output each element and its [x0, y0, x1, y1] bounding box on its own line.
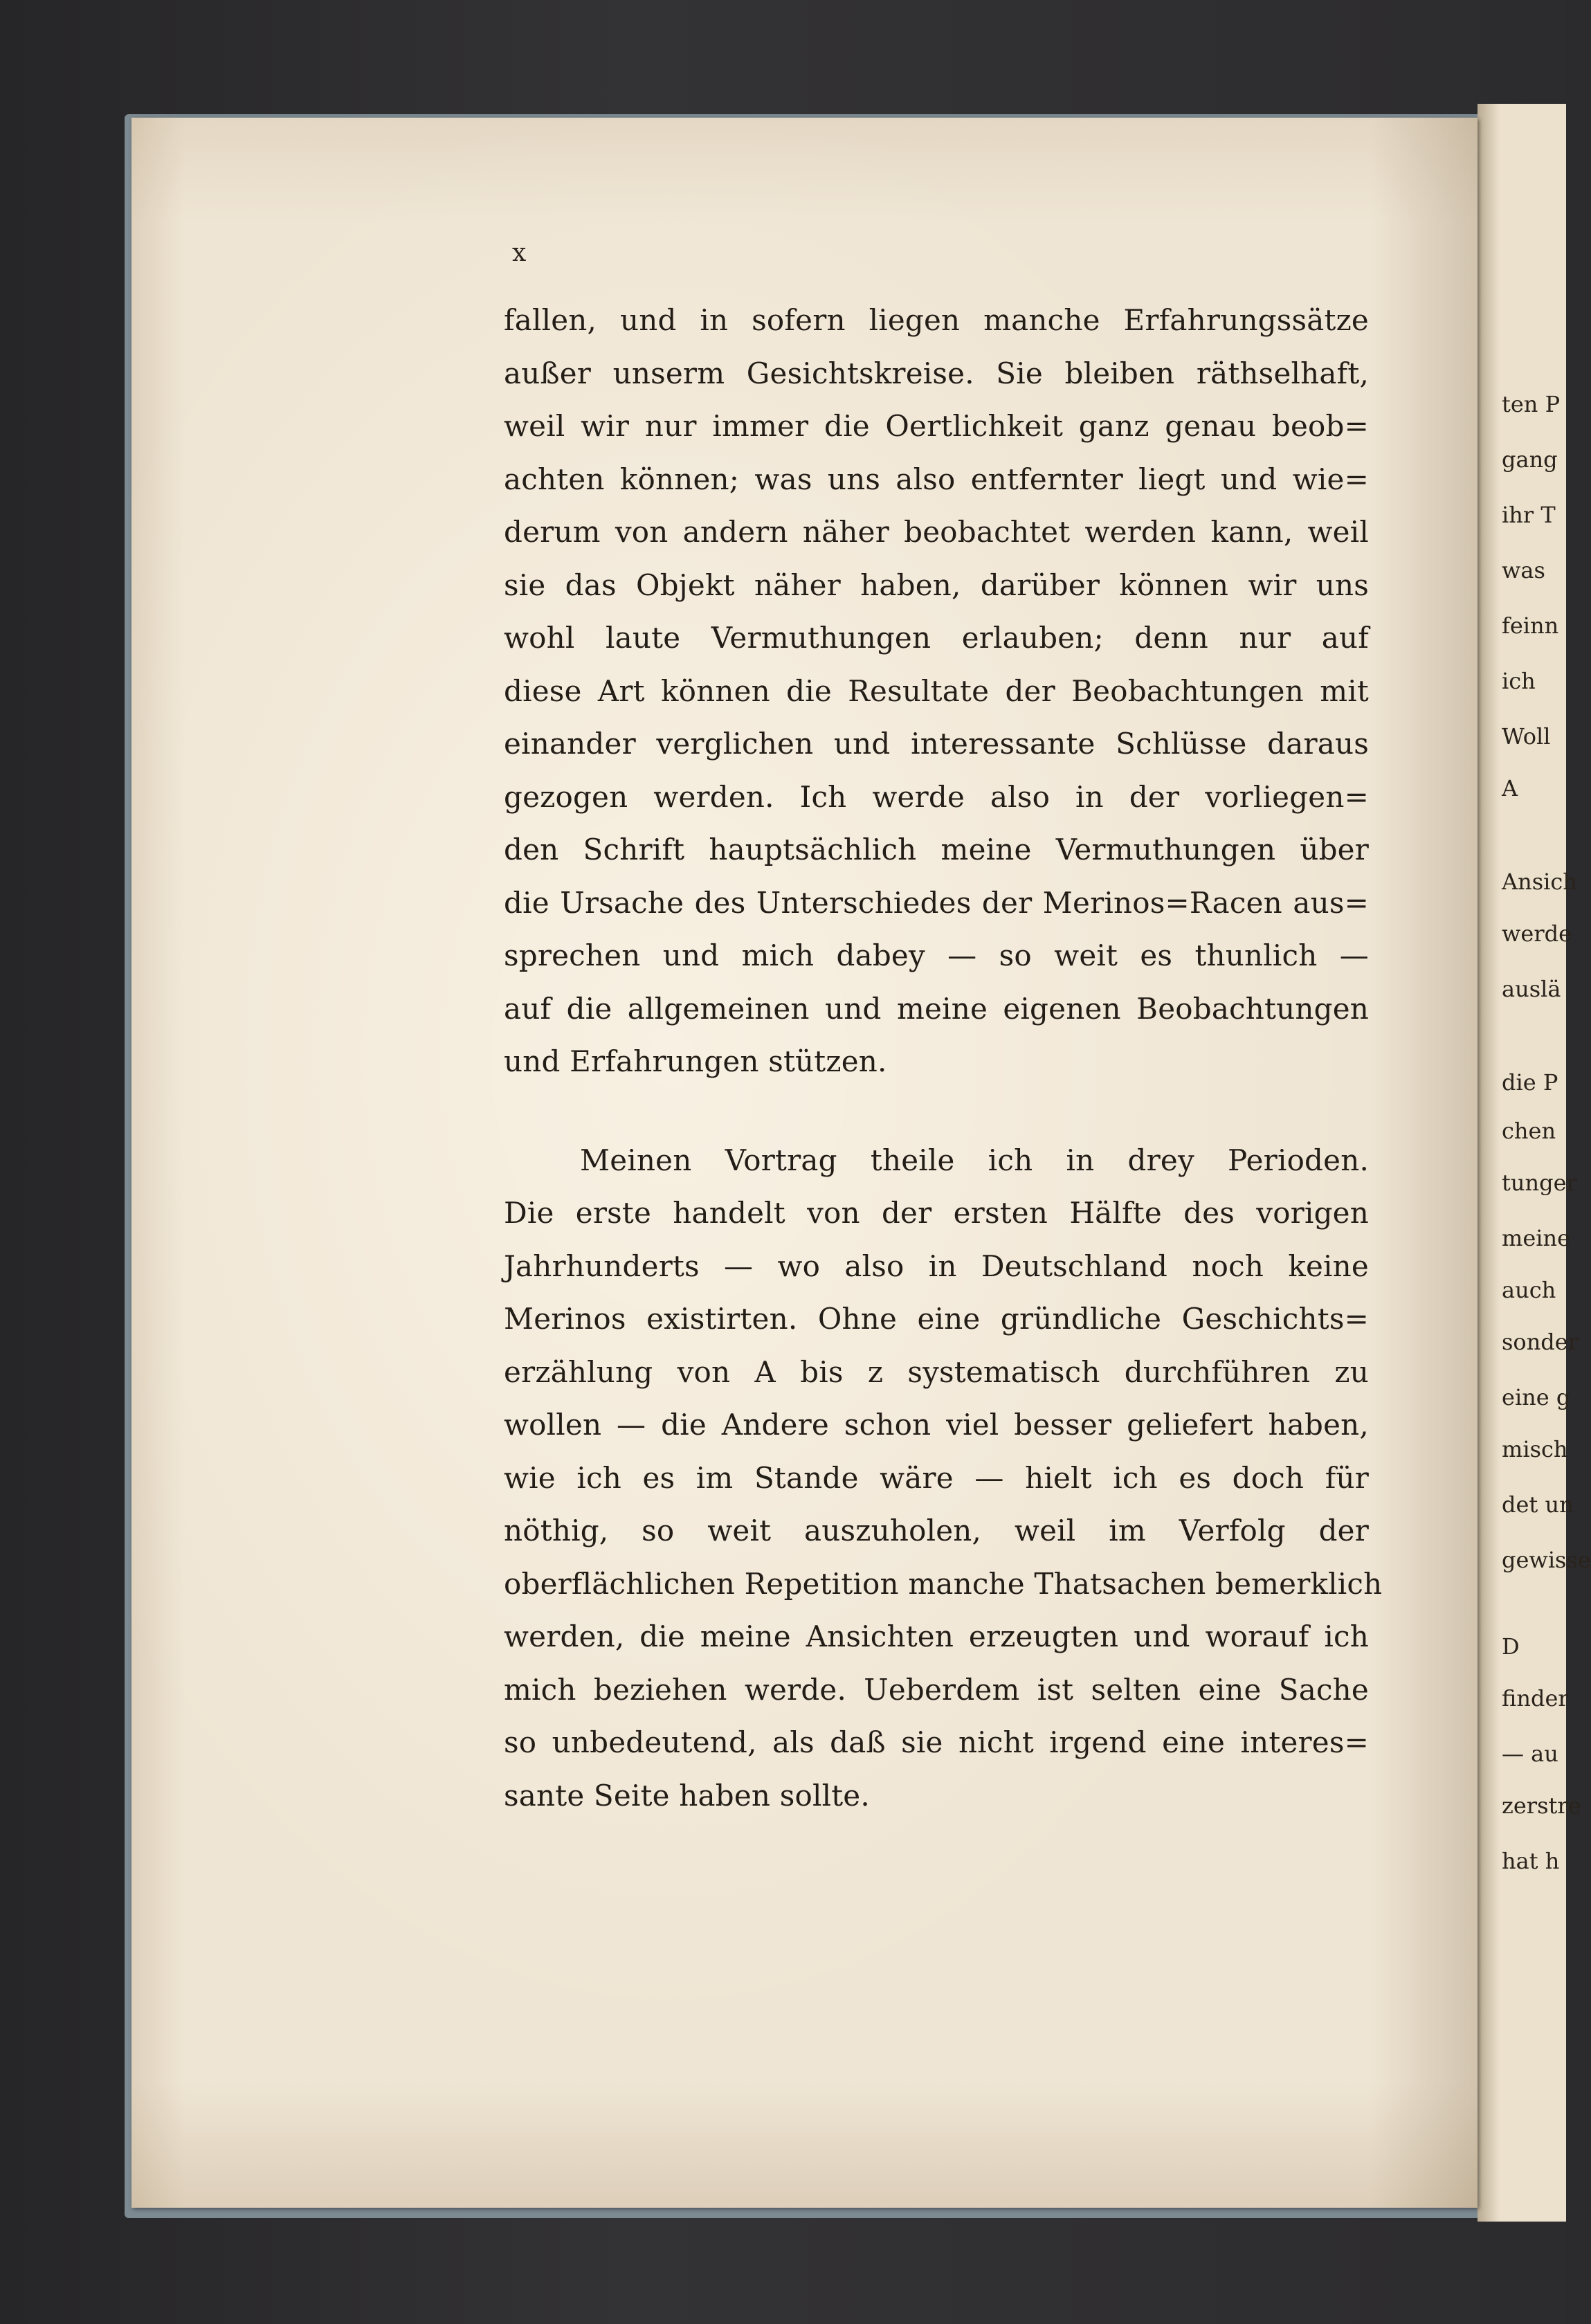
text-line: und Erfahrungen stützen. [504, 1044, 887, 1078]
text-line: Meinen Vortrag theile ich in drey Perioden. [580, 1143, 1369, 1177]
text-line: weil wir nur immer die Oertlichkeit ganz genau beob= [504, 409, 1369, 443]
text-line: nöthig, so weit auszuholen, weil im Verfolg der [504, 1514, 1369, 1547]
facing-page-fragment: zerstre [1502, 1792, 1581, 1819]
paragraph-2 [504, 1134, 1383, 1823]
page-number: x [512, 239, 527, 267]
text-line: den Schrift hauptsächlich meine Vermuthungen über [504, 833, 1369, 866]
text-line: mich beziehen werde. Ueberdem ist selten eine Sache [504, 1672, 1369, 1707]
facing-page-fragment: werde [1502, 920, 1572, 947]
facing-page-fragment: gang [1502, 446, 1558, 473]
text-line: Die erste handelt von der ersten Hälfte des vorigen [504, 1196, 1369, 1230]
facing-page-fragment: misch [1502, 1436, 1568, 1462]
facing-page-fragment: finder [1502, 1685, 1569, 1712]
facing-page-fragment: chen [1502, 1118, 1556, 1144]
text-line: Merinos existirten. Ohne eine gründliche Geschichts= [504, 1302, 1369, 1336]
facing-page-fragment: D [1502, 1633, 1520, 1660]
facing-page-fragment: ten P [1502, 391, 1561, 417]
facing-page-fragment: auslä [1502, 976, 1561, 1002]
facing-page-fragment: meine [1502, 1225, 1571, 1251]
facing-page-fragment: die P [1502, 1069, 1558, 1096]
facing-page-fragment: Woll [1502, 723, 1551, 750]
facing-page-fragment: det un [1502, 1491, 1574, 1518]
text-line: wohl laute Vermuthungen erlauben; denn nur auf [504, 621, 1369, 655]
text-line: werden, die meine Ansichten erzeugten und worauf ich [504, 1619, 1369, 1653]
facing-page-fragment: ihr T [1502, 502, 1556, 528]
facing-page-fragment: A [1502, 775, 1518, 801]
facing-page-fragment: auch [1502, 1277, 1556, 1303]
page-text [504, 294, 1383, 1822]
text-line: oberflächlichen Repetition manche Thatsachen bemerklich [504, 1566, 1383, 1601]
text-line: achten können; was uns also entfernter liegt und wie= [504, 462, 1369, 496]
text-line: erzählung von A bis z systematisch durchführen zu [504, 1354, 1369, 1389]
text-line: diese Art können die Resultate der Beobachtungen mit [504, 673, 1369, 708]
text-line: Jahrhunderts — wo also in Deutschland noch keine [504, 1249, 1369, 1283]
text-line: auf die allgemeinen und meine eigenen Beobachtungen [504, 991, 1369, 1026]
paragraph-1 [504, 294, 1369, 1089]
facing-page-fragment: eine g [1502, 1384, 1571, 1410]
facing-page-edge [1478, 104, 1591, 2222]
facing-page-fragment: gewisse [1502, 1547, 1591, 1573]
facing-page-fragment: sonder [1502, 1329, 1579, 1355]
facing-page-fragment: tunger [1502, 1170, 1577, 1196]
text-line: wollen — die Andere schon viel besser geliefert haben, [504, 1408, 1369, 1442]
text-line: gezogen werden. Ich werde also in der vorliegen= [504, 779, 1369, 814]
facing-page-fragment: Ansich [1502, 869, 1577, 895]
facing-page-fragment: feinn [1502, 612, 1559, 639]
text-line: wie ich es im Stande wäre — hielt ich es doch für [504, 1460, 1369, 1495]
text-line: außer unserm Gesichtskreise. Sie bleiben räthselhaft, [504, 356, 1369, 390]
facing-page-fragment: hat h [1502, 1848, 1560, 1874]
text-line: einander verglichen und interessante Schlüsse daraus [504, 727, 1369, 761]
text-line: derum von andern näher beobachtet werden kann, weil [504, 515, 1369, 549]
text-line: fallen, und in sofern liegen manche Erfahrungssätze [504, 303, 1369, 337]
facing-page-fragment: was [1502, 557, 1545, 583]
facing-page-fragment: — au [1502, 1741, 1558, 1767]
text-line: sprechen und mich dabey — so weit es thunlich — [504, 938, 1369, 972]
text-line: die Ursache des Unterschiedes der Merinos=Racen aus= [504, 885, 1369, 920]
text-line: sie das Objekt näher haben, darüber können wir uns [504, 568, 1369, 602]
text-line: sante Seite haben sollte. [504, 1778, 870, 1813]
facing-page-fragment: ich [1502, 668, 1536, 694]
text-line: so unbedeutend, als daß sie nicht irgend eine interes= [504, 1725, 1369, 1759]
